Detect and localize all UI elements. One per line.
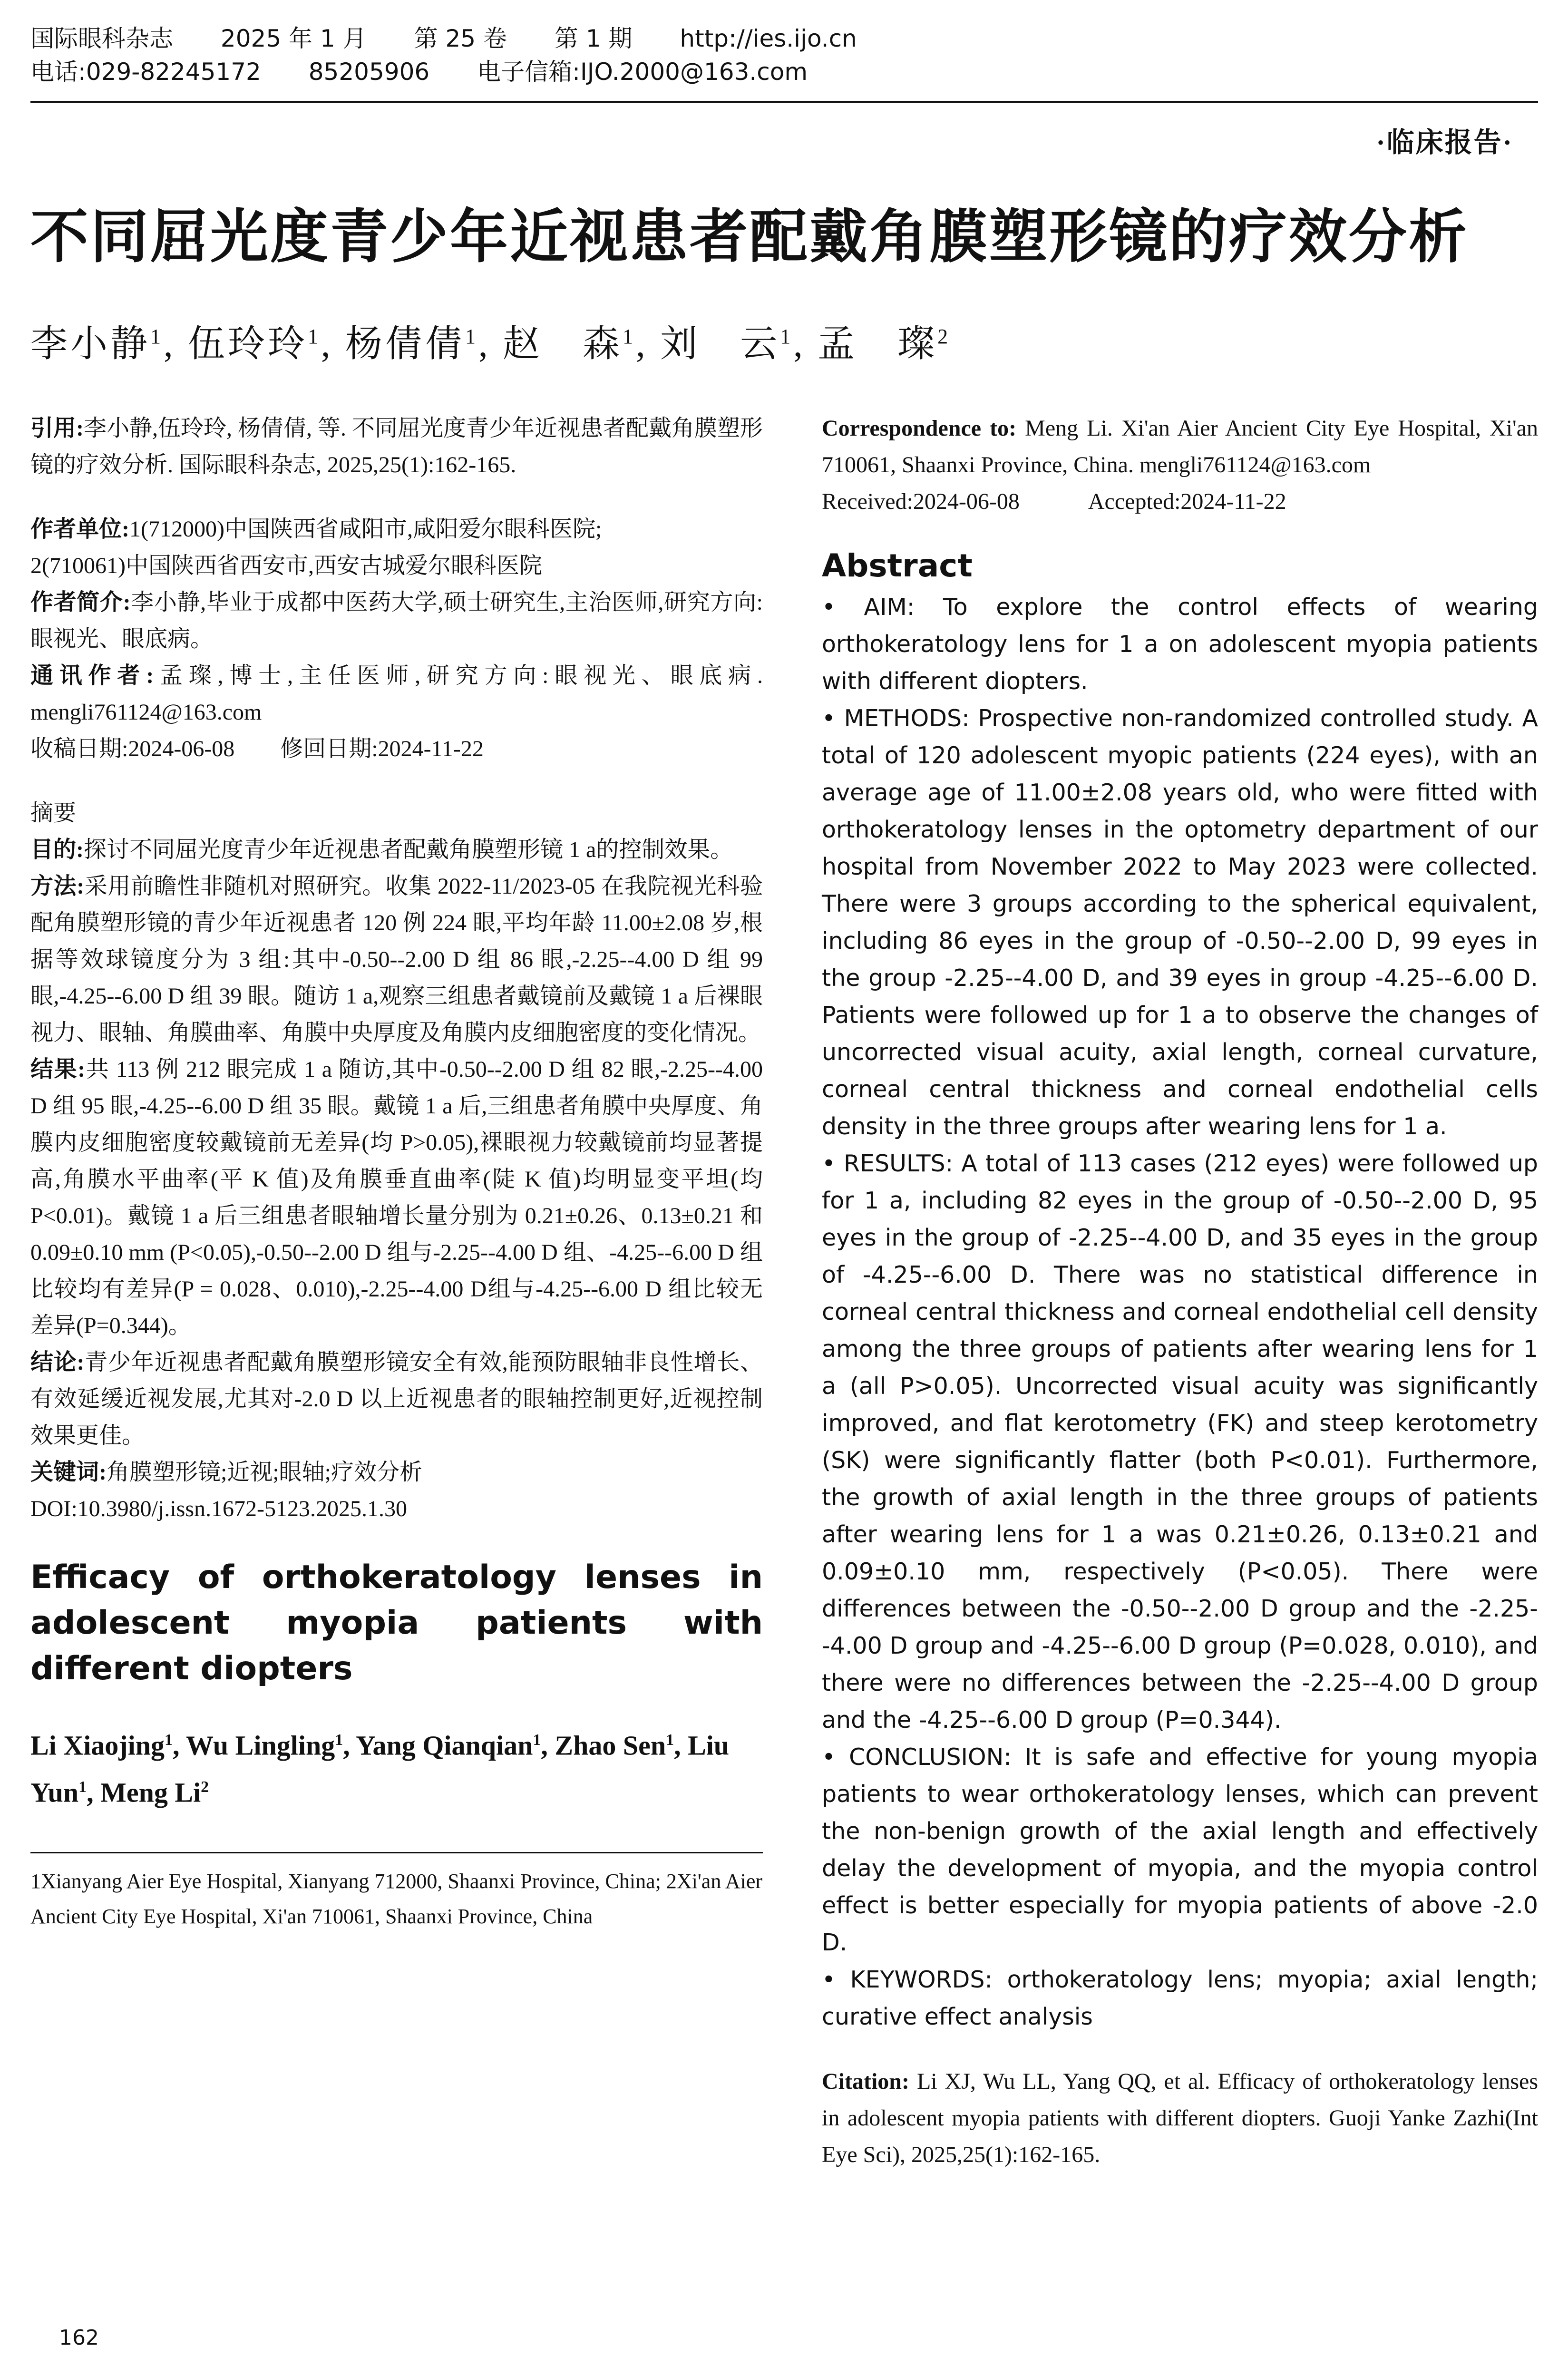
cn-revised: 修回日期:2024-11-22 bbox=[280, 736, 484, 761]
author-name: Yang Qianqian bbox=[356, 1730, 533, 1761]
en-conclusion-text: It is safe and effective for young myopia patients to wear orthokeratology lenses, which can prevent the non-benign growth of the axial length and effectively delay the development of myopia, and the myopia control effect is better especially for myopia patients of above -2.0 D. bbox=[822, 1744, 1538, 1956]
en-received: Received:2024-06-08 bbox=[822, 489, 1020, 514]
cn-results-label: 结果: bbox=[30, 1057, 86, 1082]
author-affiliation-mark: 1 bbox=[78, 1778, 87, 1796]
en-dates bbox=[822, 483, 1538, 520]
cn-corr-text: 孟璨,博士,主任医师,研究方向:眼视光、眼底病. mengli761124@163.com bbox=[30, 663, 763, 725]
cn-received: 收稿日期:2024-06-08 bbox=[30, 736, 235, 761]
author-name: 刘 云 bbox=[660, 323, 780, 364]
issue-number: 第 1 期 bbox=[554, 25, 633, 52]
page-number: 162 bbox=[59, 2326, 99, 2350]
author-name: Li Xiaojing bbox=[30, 1730, 165, 1761]
author-affiliation-mark: 1 bbox=[666, 1731, 674, 1749]
author-name: Zhao Sen bbox=[555, 1730, 666, 1761]
cn-conclusion-text: 青少年近视患者配戴角膜塑形镜安全有效,能预防眼轴非良性增长、有效延缓近视发展,尤其对-2.0 D 以上近视患者的眼轴控制更好,近视控制效果更佳。 bbox=[30, 1350, 763, 1448]
author-affiliation-mark: 1 bbox=[150, 325, 164, 348]
author-name: 伍玲玲 bbox=[188, 323, 308, 364]
en-results bbox=[822, 1145, 1538, 1739]
en-aim-label: • AIM: bbox=[822, 594, 915, 621]
author-affiliation-mark: 1 bbox=[780, 325, 794, 348]
cn-citation-text: 李小静,伍玲玲, 杨倩倩, 等. 不同屈光度青少年近视患者配戴角膜塑形镜的疗效分析. 国际眼科杂志, 2025,25(1):162-165. bbox=[30, 416, 763, 477]
cn-affiliations bbox=[30, 511, 763, 584]
en-methods-label: • METHODS: bbox=[822, 705, 970, 732]
cn-corr-label: 通讯作者: bbox=[30, 663, 154, 688]
en-citation-label: Citation: bbox=[822, 2069, 909, 2094]
journal-url[interactable]: http://ies.ijo.cn bbox=[680, 25, 857, 52]
cn-methods-label: 方法: bbox=[30, 874, 85, 899]
en-results-text: A total of 113 cases (212 eyes) were followed up for 1 a, including 82 eyes in the group of -0.50--2.00 D, 95 eyes in the group of -2.25--4.00 D, and 35 eyes in the group of -4.25--6.00 D. There was no statistical difference in corneal central thickness and corneal endothelial cell density among the three groups of patients after wearing lens for 1 a (all P>0.05). Uncorrected visual acuity was significantly improved, and flat kerotometry (FK) and steep kerotometry (SK) were significantly flatter (both P<0.01). Furthermore, the growth of axial length in the three groups of patients after wearing lens for 1 a was 0.21±0.26, 0.13±0.21 and 0.09±0.10 mm, respectively (P<0.05). There were differences between the -0.50--2.00 D group and the -2.25--4.00 D group and -4.25--6.00 D group (P=0.028, 0.010), and there were no differences between the -2.25--4.00 D group and the -4.25--6.00 D group (P=0.344). bbox=[822, 1150, 1538, 1734]
cn-abstract-title: 摘要 bbox=[30, 800, 77, 826]
author-affiliation-mark: 1 bbox=[623, 325, 636, 348]
en-citation bbox=[822, 2063, 1538, 2173]
english-affiliations: 1Xianyang Aier Eye Hospital, Xianyang 712000, Shaanxi Province, China; 2Xi'an Aier Ancient City Eye Hospital, Xi'an 710061, Shaanxi Province, China bbox=[30, 1869, 763, 1928]
author-affiliation-mark: 1 bbox=[533, 1731, 541, 1749]
cn-citation bbox=[30, 410, 763, 483]
author-name: Liu Yun bbox=[30, 1730, 730, 1808]
cn-author-bio bbox=[30, 584, 763, 657]
author-name: 赵 森 bbox=[503, 323, 623, 364]
cn-keywords bbox=[30, 1454, 763, 1490]
en-keywords-label: • KEYWORDS: bbox=[822, 1966, 993, 1993]
author-name: 孟 璨 bbox=[818, 323, 938, 364]
journal-email[interactable]: 电子信箱:IJO.2000@163.com bbox=[477, 58, 808, 86]
cn-results-text: 共 113 例 212 眼完成 1 a 随访,其中-0.50--2.00 D 组 82 眼,-2.25--4.00 D 组 95 眼,-4.25--6.00 D 组 35 眼。戴镜 1 a 后,三组患者角膜中央厚度、角膜内皮细胞密度较戴镜前无差异(均 P>0.05),裸眼视力较戴镜前均显著提高,角膜水平曲率(平 K 值)及角膜垂直曲率(陡 K 值)均明显变平坦(均 P<0.01)。戴镜 1 a 后三组患者眼轴增长量分别为 0.21±0.26、0.13±0.21 和 0.09±0.10 mm (P<0.05),-0.50--2.00 D 组与-2.25--4.00 D 组、-4.25--6.00 D 组比较均有差异(P = 0.028、0.010),-2.25--4.00 D组与-4.25--6.00 D 组比较无差异(P=0.344)。 bbox=[30, 1057, 763, 1338]
cn-results bbox=[30, 1051, 763, 1344]
author-affiliation-mark: 1 bbox=[335, 1731, 343, 1749]
phone: 电话:029-82245172 bbox=[30, 58, 261, 86]
cn-keywords-label: 关键词: bbox=[30, 1460, 107, 1485]
en-conclusion-label: • CONCLUSION: bbox=[822, 1744, 1012, 1771]
cn-conclusion-label: 结论: bbox=[30, 1350, 85, 1375]
en-methods bbox=[822, 700, 1538, 1145]
header-row-2 bbox=[30, 55, 1538, 88]
en-keywords bbox=[822, 1961, 1538, 2036]
cn-affiliation-2: 2(710061)中国陕西省西安市,西安古城爱尔眼科医院 bbox=[30, 553, 542, 578]
author-affiliation-mark: 1 bbox=[308, 325, 321, 348]
author-name: Meng Li bbox=[100, 1777, 201, 1808]
en-aim-text: To explore the control effects of wearing orthokeratology lens for 1 a on adolescent myopia patients with different diopters. bbox=[822, 594, 1538, 695]
cn-correspondence bbox=[30, 657, 763, 731]
en-corr-text: Meng Li. Xi'an Aier Ancient City Eye Hospital, Xi'an 710061, Shaanxi Province, China. mengli761124@163.com bbox=[822, 416, 1539, 477]
en-abstract-title: Abstract bbox=[822, 547, 973, 584]
section-label: ·临床报告· bbox=[1376, 127, 1513, 158]
cn-dates bbox=[30, 731, 763, 767]
chinese-authors: 李小静$^1$, 伍玲玲$^1$, 杨倩倩$^1$, 赵 森$^1$, 刘 云$^1$, 孟 璨$^2$ bbox=[30, 323, 951, 364]
en-results-label: • RESULTS: bbox=[822, 1150, 954, 1177]
cn-affiliation-1: 1(712000)中国陕西省咸阳市,咸阳爱尔眼科医院; bbox=[129, 516, 602, 542]
cn-aim bbox=[30, 831, 763, 868]
cn-conclusion bbox=[30, 1344, 763, 1454]
doi[interactable]: DOI:10.3980/j.issn.1672-5123.2025.1.30 bbox=[30, 1496, 407, 1521]
en-corr-label: Correspondence to: bbox=[822, 416, 1017, 441]
cn-methods-text: 采用前瞻性非随机对照研究。收集 2022-11/2023-05 在我院视光科验配角膜塑形镜的青少年近视患者 120 例 224 眼,平均年龄 11.00±2.08 岁,根据等效球镜度分为 3 组:其中-0.50--2.00 D 组 86 眼,-2.25--4.00 D 组 99 眼,-4.25--6.00 D 组 39 眼。随访 1 a,观察三组患者戴镜前及戴镜 1 a 后裸眼视力、眼轴、角膜曲率、角膜中央厚度及角膜内皮细胞密度的变化情况。 bbox=[30, 874, 763, 1045]
header-row-1 bbox=[30, 22, 1538, 55]
cn-bio-label: 作者简介: bbox=[30, 590, 131, 615]
author-name: Wu Lingling bbox=[185, 1730, 335, 1761]
author-name: 杨倩倩 bbox=[345, 323, 466, 364]
en-accepted: Accepted:2024-11-22 bbox=[1088, 489, 1286, 514]
cn-affiliation-label: 作者单位: bbox=[30, 516, 129, 542]
journal-header bbox=[30, 22, 1538, 88]
cn-keywords-text: 角膜塑形镜;近视;眼轴;疗效分析 bbox=[107, 1460, 423, 1485]
chinese-title: 不同屈光度青少年近视患者配戴角膜塑形镜的疗效分析 bbox=[30, 205, 1469, 270]
left-column bbox=[30, 410, 763, 1934]
en-citation-text: Li XJ, Wu LL, Yang QQ, et al. Efficacy of orthokeratology lenses in adolescent myopia patients with different diopters. Guoji Yanke Zazhi(Int Eye Sci), 2025,25(1):162-165. bbox=[822, 2069, 1539, 2167]
english-authors: Li Xiaojing$^1$, Wu Lingling$^1$, Yang Qianqian$^1$, Zhao Sen$^1$, Liu Yun$^1$, Meng Li$^2$ bbox=[30, 1730, 730, 1808]
volume: 第 25 卷 bbox=[414, 25, 507, 52]
author-name: 李小静 bbox=[30, 323, 151, 364]
phone-2: 85205906 bbox=[308, 58, 430, 86]
en-conclusion bbox=[822, 1739, 1538, 1961]
affiliation-divider bbox=[30, 1852, 763, 1853]
author-affiliation-mark: 2 bbox=[937, 325, 951, 348]
cn-citation-label: 引用: bbox=[30, 416, 84, 441]
author-affiliation-mark: 1 bbox=[465, 325, 479, 348]
journal-name: 国际眼科杂志 bbox=[30, 25, 173, 52]
cn-methods bbox=[30, 868, 763, 1051]
cn-aim-label: 目的: bbox=[30, 837, 84, 862]
issue-date: 2025 年 1 月 bbox=[220, 25, 367, 52]
en-correspondence bbox=[822, 410, 1538, 483]
author-affiliation-mark: 2 bbox=[201, 1778, 209, 1796]
cn-aim-text: 探讨不同屈光度青少年近视患者配戴角膜塑形镜 1 a的控制效果。 bbox=[84, 837, 733, 862]
en-keywords-text: orthokeratology lens; myopia; axial length; curative effect analysis bbox=[822, 1966, 1538, 2030]
right-column bbox=[822, 410, 1538, 2173]
header-divider bbox=[30, 101, 1538, 103]
english-title: Efficacy of orthokeratology lenses in adolescent myopia patients with different diopters bbox=[30, 1559, 763, 1687]
cn-bio-text: 李小静,毕业于成都中医药大学,硕士研究生,主治医师,研究方向:眼视光、眼底病。 bbox=[30, 590, 763, 652]
en-aim bbox=[822, 589, 1538, 700]
author-affiliation-mark: 1 bbox=[165, 1731, 173, 1749]
en-methods-text: Prospective non-randomized controlled study. A total of 120 adolescent myopic patients (224 eyes), with an average age of 11.00±2.08 years old, who were fitted with orthokeratology lenses in the optometry department of our hospital from November 2022 to May 2023 were collected. There were 3 groups according to the spherical equivalent, including 86 eyes in the group of -0.50--2.00 D, 99 eyes in the group -2.25--4.00 D, and 39 eyes in group -4.25--6.00 D. Patients were followed up for 1 a to observe the changes of uncorrected visual acuity, axial length, corneal curvature, corneal central thickness and corneal endothelial cells density in the three groups after wearing lens for 1 a. bbox=[822, 705, 1539, 1140]
